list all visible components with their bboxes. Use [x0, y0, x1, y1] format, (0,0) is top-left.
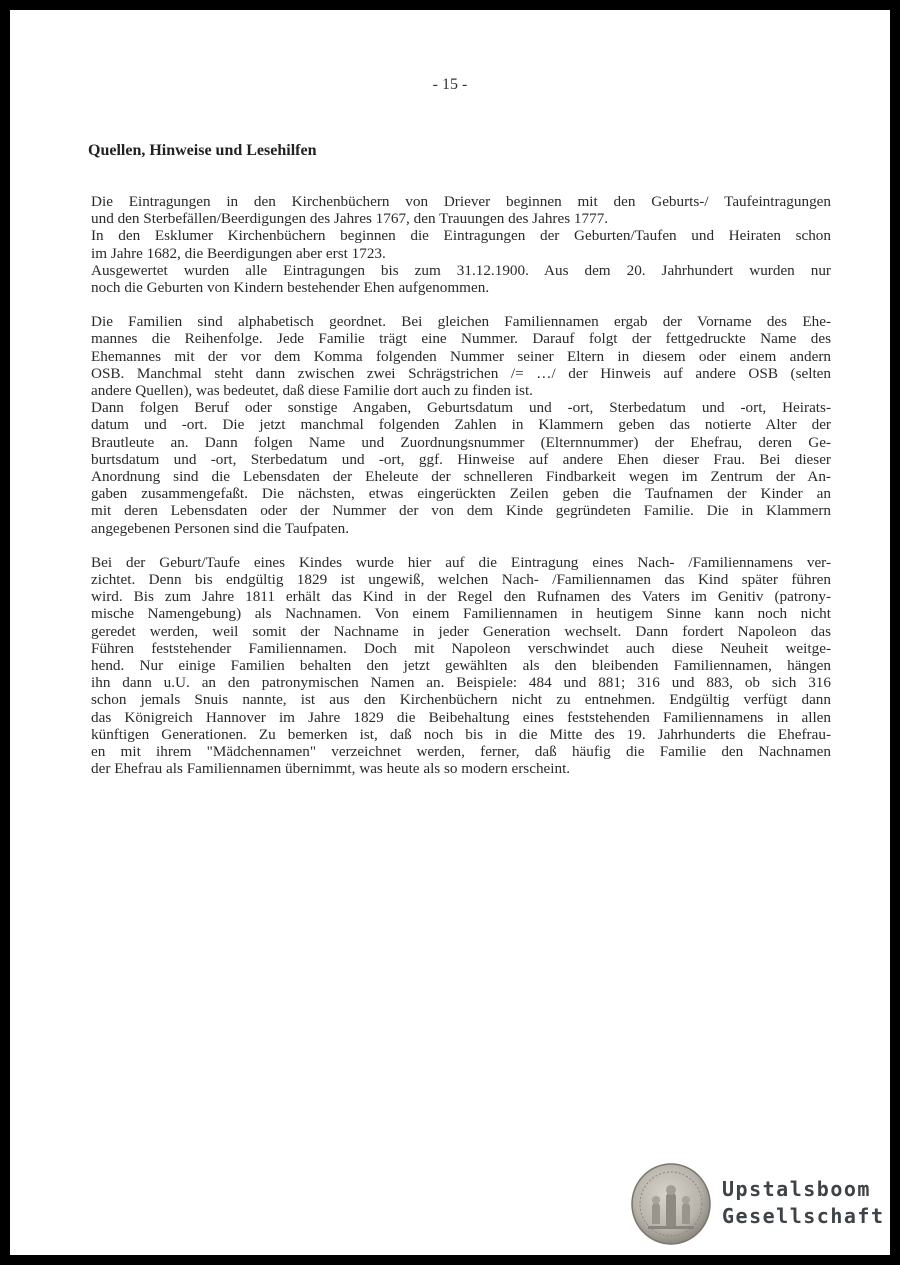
text-line: Führen feststehender Familiennamen. Doch mit Napoleon verschwindet auch diese Neuheit weitge-: [91, 639, 831, 657]
text-line: Die Familien sind alphabetisch geordnet. Bei gleichen Familiennamen ergab der Vorname des Ehe-: [91, 313, 831, 331]
text-line: gaben zusammengefaßt. Die nächsten, etwas eingerückten Zeilen geben die Taufnamen der Kinder an: [91, 485, 831, 503]
text-line: noch die Geburten von Kindern bestehender Ehen aufgenommen.: [91, 279, 490, 297]
text-line: Die Eintragungen in den Kirchenbüchern von Driever beginnen mit den Geburts-/ Taufeintragungen: [91, 193, 831, 210]
text-line: Brautleute an. Dann folgen Name und Zuordnungsnummer (Elternnummer) der Ehefrau, deren Ge-: [91, 433, 831, 451]
page-number: - 15 -: [432, 76, 468, 93]
society-name-line1: Upstalsboom: [722, 1177, 871, 1201]
text-line: wird. Bis zum Jahre 1811 erhält das Kind in der Regel den Rufnamen des Vaters im Genitiv (patrony-: [91, 588, 831, 606]
society-name: [722, 1176, 885, 1230]
text-line: ihn dann u.U. an den patronymischen Namen an. Beispiele: 484 und 881; 316 und 883, ob sich 316: [91, 674, 831, 692]
upstalsboom-seal-icon: [630, 1162, 712, 1246]
section-heading: Quellen, Hinweise und Lesehilfen: [88, 142, 317, 159]
text-line: mit deren Lebensdaten oder der Nummer der von dem Kinde gegründeten Familie. Die in Klammern: [91, 502, 831, 520]
text-line: mische Namengebung) als Nachnamen. Von einem Familiennamen in heutigem Sinne kann noch nicht: [91, 605, 831, 623]
document-body: [91, 193, 831, 795]
text-line: burtsdatum und -ort, Sterbedatum und -ort, ggf. Hinweise auf andere Ehen dieser Frau. Bei dieser: [91, 450, 831, 468]
text-line: angegebenen Personen sind die Taufpaten.: [91, 519, 350, 537]
text-line: mannes die Reihenfolge. Jede Familie trägt eine Nummer. Darauf folgt der fettgedruckte Name des: [91, 330, 831, 348]
society-logo: [630, 1162, 885, 1246]
paragraph: [91, 313, 831, 537]
text-line: In den Esklumer Kirchenbüchern beginnen die Eintragungen der Geburten/Taufen und Heiraten schon: [91, 227, 831, 245]
text-line: andere Quellen), was bedeutet, daß diese Familie dort auch zu finden ist.: [91, 382, 533, 400]
text-line: Dann folgen Beruf oder sonstige Angaben, Geburtsdatum und -ort, Sterbedatum und -ort, Heirats-: [91, 399, 831, 417]
text-line: datum und -ort. Die jetzt manchmal folgenden Zahlen in Klammern geben das notierte Alter der: [91, 416, 831, 434]
text-line: das Königreich Hannover im Jahre 1829 die Beibehaltung eines feststehenden Familiennamens in allen: [91, 708, 831, 726]
text-line: OSB. Manchmal steht dann zwischen zwei Schrägstrichen /= …/ der Hinweis auf andere OSB (selten: [91, 364, 831, 382]
text-line: im Jahre 1682, die Beerdigungen aber erst 1723.: [91, 244, 386, 262]
text-line: geredet werden, weil somit der Nachname in jeder Generation wechselt. Dann fordert Napoleon das: [91, 622, 831, 640]
text-line: en mit ihrem "Mädchennamen" verzeichnet werden, ferner, daß häufig die Familie den Nachnamen: [91, 743, 831, 761]
text-line: Ehemannes mit der vor dem Komma folgenden Nummer seiner Eltern in diesem oder einem andern: [91, 347, 831, 365]
text-line: hend. Nur einige Familien behalten den jetzt gewählten als den bleibenden Familiennamen, hängen: [91, 657, 831, 675]
text-line: zichtet. Denn bis endgültig 1829 ist ungewiß, welchen Nach- /Familiennamen das Kind später führen: [91, 571, 831, 589]
text-line: und den Sterbefällen/Beerdigungen des Jahres 1767, den Trauungen des Jahres 1777.: [91, 210, 609, 228]
text-line: Ausgewertet wurden alle Eintragungen bis zum 31.12.1900. Aus dem 20. Jahrhundert wurden nur: [91, 261, 831, 279]
text-line: Bei der Geburt/Taufe eines Kindes wurde hier auf die Eintragung eines Nach- /Familiennamens ver-: [91, 553, 831, 571]
text-line: schon jemals Snuis nannte, ist aus den Kirchenbüchern nicht zu entnehmen. Endgültig verfügt dann: [91, 691, 831, 709]
text-line: künftigen Generationen. Zu bemerken ist, daß noch bis in die Mitte des 19. Jahrhunderts die Ehefrau-: [91, 725, 831, 743]
society-name-line2: Gesellschaft: [722, 1204, 885, 1228]
document-page: [10, 10, 890, 1255]
paragraph: [91, 554, 831, 778]
text-line: Anordnung sind die Lebensdaten der Eheleute der schnelleren Findbarkeit wegen im Zentrum der An-: [91, 468, 831, 486]
text-line: der Ehefrau als Familiennamen übernimmt, was heute als so modern erscheint.: [91, 760, 571, 778]
paragraph: [91, 193, 831, 296]
